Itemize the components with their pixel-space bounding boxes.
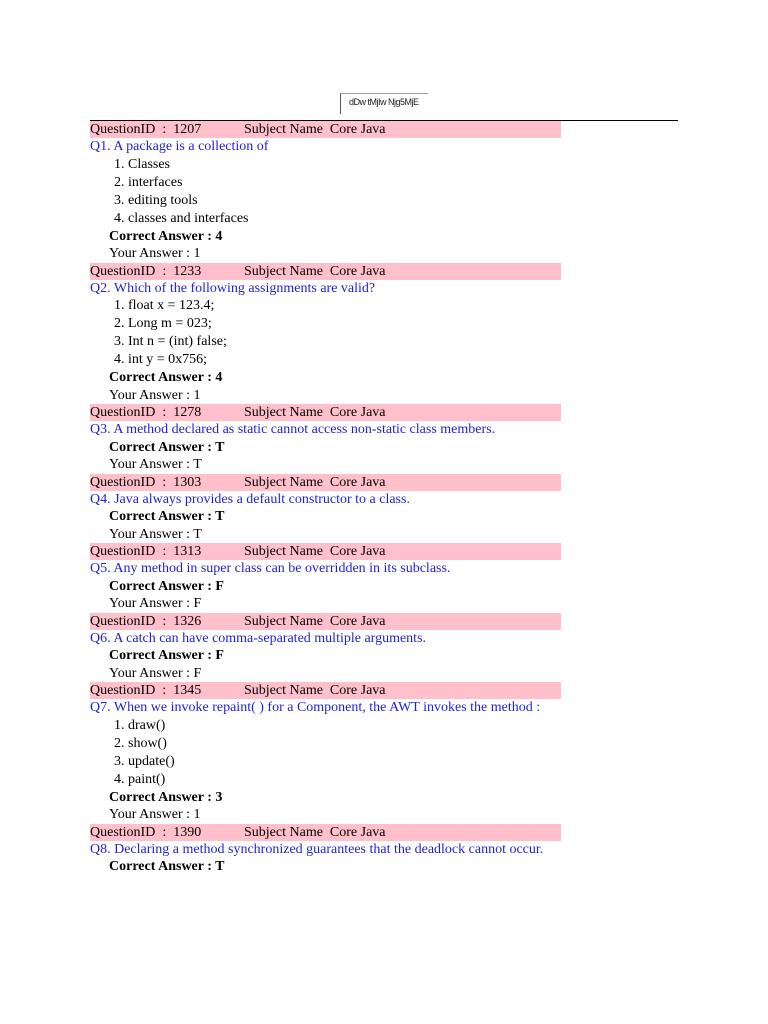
options-list: [90, 717, 678, 789]
your-answer: Your Answer : 1: [109, 246, 201, 261]
question-id-label: QuestionID : 1313: [90, 544, 202, 559]
option-item: 2. show(): [128, 735, 678, 753]
question-id-label: QuestionID : 1233: [90, 263, 202, 279]
your-answer: Your Answer : F: [109, 596, 202, 611]
subject-name-label: Subject Name Core Java: [244, 824, 386, 840]
your-answer: Your Answer : T: [109, 526, 202, 542]
question-id-bar: [90, 682, 561, 699]
question-text: Q5. Any method in super class can be overridden in its subclass.: [90, 561, 451, 576]
your-answer: Your Answer : T: [109, 457, 202, 472]
correct-answer: Correct Answer : 3: [109, 789, 223, 805]
question-id-label: QuestionID : 1278: [90, 405, 202, 420]
option-item: 3. editing tools: [128, 192, 678, 210]
question-list: [90, 121, 678, 876]
question-id-bar: [90, 613, 561, 630]
correct-answer: Correct Answer : F: [109, 648, 224, 663]
subject-name-label: Subject Name Core Java: [244, 405, 386, 420]
your-answer: Your Answer : 1: [109, 807, 201, 822]
question-text: Q3. A method declared as static cannot access non-static class members.: [90, 422, 496, 437]
question-id-bar: [90, 404, 561, 421]
question-id-bar: [90, 474, 561, 491]
correct-answer: Correct Answer : 4: [109, 370, 223, 385]
option-item: 3. Int n = (int) false;: [128, 333, 678, 351]
options-list: [90, 297, 678, 369]
subject-name-label: Subject Name Core Java: [244, 263, 386, 279]
option-item: 4. classes and interfaces: [128, 210, 678, 228]
option-item: 2. interfaces: [128, 174, 678, 192]
question-id-label: QuestionID : 1390: [90, 824, 202, 840]
question-text: Q8. Declaring a method synchronized guarantees that the deadlock cannot occur.: [90, 841, 544, 857]
question-text: Q2. Which of the following assignments are valid?: [90, 280, 376, 296]
question-block: [90, 824, 678, 876]
question-id-label: QuestionID : 1303: [90, 474, 202, 490]
option-item: 1. draw(): [128, 717, 678, 735]
question-block: [90, 263, 678, 405]
your-answer: Your Answer : F: [109, 665, 202, 681]
question-id-label: QuestionID : 1345: [90, 683, 202, 698]
question-block: [90, 121, 678, 263]
form-stamp: dDw tMjIw Njg5MjE: [340, 93, 428, 114]
question-id-bar: [90, 121, 561, 138]
subject-name-label: Subject Name Core Java: [244, 122, 386, 137]
option-item: 2. Long m = 023;: [128, 315, 678, 333]
question-id-bar: [90, 543, 561, 560]
option-item: 4. paint(): [128, 771, 678, 789]
correct-answer: Correct Answer : F: [109, 578, 224, 594]
correct-answer: Correct Answer : 4: [109, 228, 223, 244]
question-id-bar: [90, 824, 561, 841]
question-text: Q6. A catch can have comma-separated multiple arguments.: [90, 630, 427, 646]
subject-name-label: Subject Name Core Java: [244, 613, 386, 629]
correct-answer: Correct Answer : T: [109, 439, 225, 455]
question-id-label: QuestionID : 1207: [90, 122, 202, 137]
subject-name-label: Subject Name Core Java: [244, 544, 386, 559]
your-answer: Your Answer : 1: [109, 387, 201, 403]
option-item: 1. float x = 123.4;: [128, 297, 678, 315]
question-id-label: QuestionID : 1326: [90, 613, 202, 629]
option-item: 1. Classes: [128, 156, 678, 174]
subject-name-label: Subject Name Core Java: [244, 474, 386, 490]
option-item: 3. update(): [128, 753, 678, 771]
question-block: [90, 613, 678, 683]
question-block: [90, 404, 678, 474]
options-list: [90, 156, 678, 228]
question-text: Q4. Java always provides a default constructor to a class.: [90, 491, 410, 507]
question-id-bar: [90, 263, 561, 280]
correct-answer: Correct Answer : T: [109, 509, 225, 524]
option-item: 4. int y = 0x756;: [128, 351, 678, 369]
question-text: Q7. When we invoke repaint( ) for a Component, the AWT invokes the method :: [90, 700, 541, 715]
question-block: [90, 474, 678, 544]
subject-name-label: Subject Name Core Java: [244, 683, 386, 698]
question-text: Q1. A package is a collection of: [90, 139, 269, 154]
question-block: [90, 543, 678, 613]
question-block: [90, 682, 678, 824]
correct-answer: Correct Answer : T: [109, 859, 225, 874]
